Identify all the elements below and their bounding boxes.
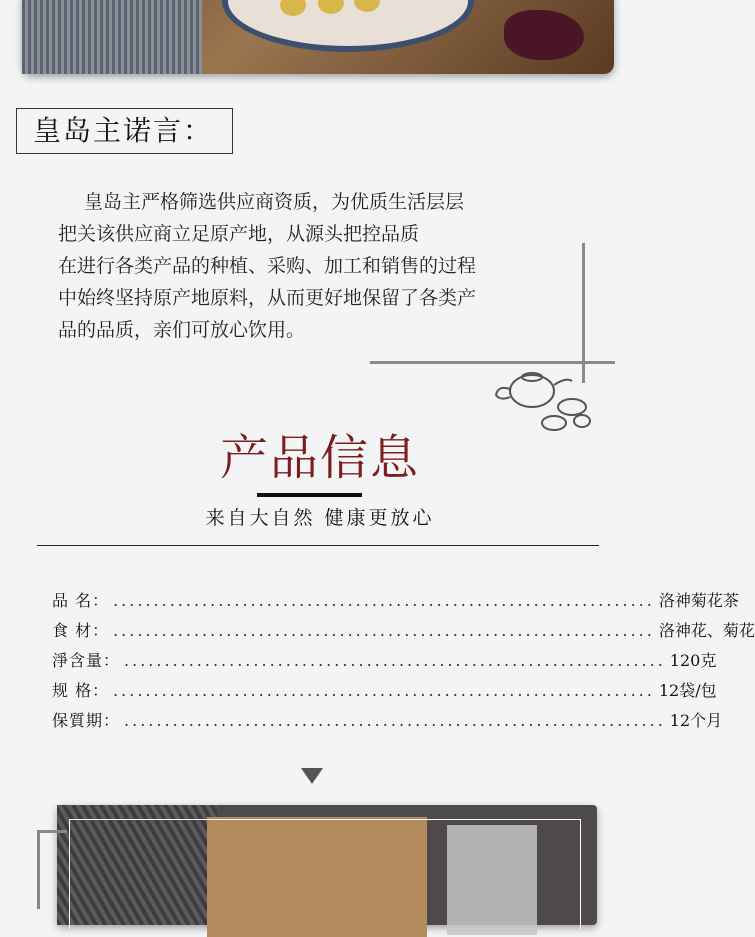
promise-line: 把关该供应商立足原产地，从源头把控品质 [58,223,420,245]
photo-frame-line [69,819,70,929]
info-label: 品 名： [52,591,110,610]
product-info-subheading: 来自大自然 健康更放心 [205,507,435,529]
info-row-net-weight [52,648,717,678]
dot-leader: ................................................................... [113,591,655,610]
decor-bracket-line [37,830,67,833]
down-arrow-icon [301,768,323,784]
bowl-image [222,0,474,52]
product-info-heading: 产品信息 [219,430,420,486]
promise-title: 皇岛主诺言： [16,108,233,154]
product-info-list [52,588,755,738]
promise-paragraph [58,186,568,346]
decor-horizontal-line [370,361,615,364]
promise-line: 中始终坚持原产地原料，从而更好地保留了各类产 [58,287,477,309]
info-value: 洛神花、菊花 [658,621,755,640]
product-photo-top [22,0,614,74]
info-value: 12个月 [669,711,723,730]
photo-frame-line [69,819,581,820]
cloth-texture [57,805,217,925]
tea-bag-image [447,825,537,935]
info-label: 保質期： [52,711,121,730]
info-row-spec [52,678,717,708]
photo-frame-line [580,819,581,929]
info-label: 规 格： [52,681,110,700]
section-divider [37,545,599,546]
promise-line: 皇岛主严格筛选供应商资质，为优质生活层层 [84,191,465,213]
info-label: 食 材： [52,621,110,640]
gift-box-image [207,817,427,937]
info-row-ingredients [52,618,755,648]
promise-line: 在进行各类产品的种植、采购、加工和销售的过程 [58,255,477,277]
teapot-icon [492,365,592,437]
dot-leader: ................................................................... [113,681,655,700]
product-photo-bottom [57,805,597,925]
dot-leader: ................................................................... [113,621,655,640]
info-row-name [52,588,739,618]
info-value: 12袋/包 [658,681,717,700]
decor-bracket-line [37,830,40,909]
cloth-texture [22,0,202,74]
info-row-shelf-life [52,708,723,738]
info-label: 淨含量： [52,651,121,670]
info-value: 120克 [669,651,717,670]
promise-line: 品的品质，亲们可放心饮用。 [58,319,306,341]
dot-leader: ................................................................... [124,711,666,730]
dot-leader: ................................................................... [124,651,666,670]
info-value: 洛神菊花茶 [658,591,739,610]
roselle-flower [504,10,584,60]
heading-underline [257,493,362,497]
